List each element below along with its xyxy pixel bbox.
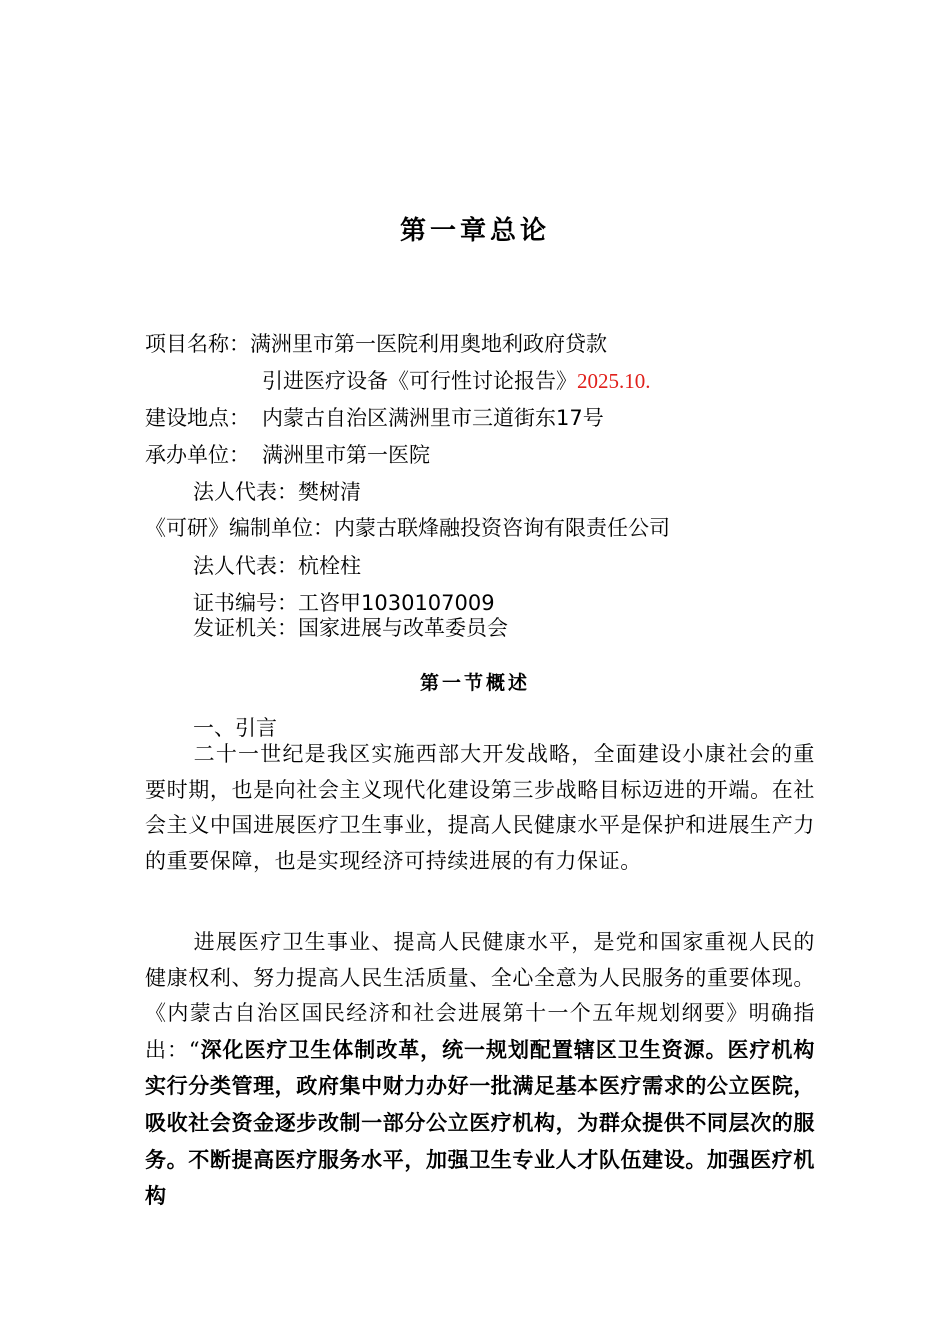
certificate-number: 证书编号：工咨甲1030107009 <box>193 591 495 615</box>
location-row <box>145 408 604 429</box>
legal-rep-1: 法人代表：樊树清 <box>193 480 361 504</box>
paragraph-1-text: 二十一世纪是我区实施西部大开发战略，全面建设小康社会的重要时期，也是向社会主义现代化建设第三步战略目标迈进的开端。在社会主义中国进展医疗卫生事业，提高人民健康水平是保护和进展生产力的重要保障，也是实现经济可持续进展的有力保证。 <box>145 742 815 873</box>
project-name-row <box>145 334 607 355</box>
organizer-value: 满洲里市第一医院 <box>262 443 430 467</box>
project-name-row-2 <box>262 371 651 392</box>
chapter-title: 第一章总论 <box>399 216 550 246</box>
legal-rep-2: 法人代表：杭栓柱 <box>193 554 361 578</box>
project-name-label: 项目名称： <box>145 332 250 356</box>
certificate-issuer: 发证机关：国家进展与改革委员会 <box>193 616 508 640</box>
compiler-label: 《可研》编制单位： <box>145 516 334 540</box>
section-title: 第一节概述 <box>419 672 530 694</box>
compiler-row <box>145 518 670 539</box>
project-date: 2025.10. <box>577 369 651 393</box>
location-value: 内蒙古自治区满洲里市三道街东17号 <box>262 406 604 430</box>
intro-paragraph-2 <box>145 925 815 1215</box>
intro-paragraph-1 <box>145 737 815 879</box>
organizer-label: 承办单位： <box>145 443 250 467</box>
organizer-row <box>145 445 430 466</box>
intro-heading: 一、引言 <box>193 716 277 740</box>
project-name-line2: 引进医疗设备《可行性讨论报告》 <box>262 369 577 393</box>
compiler-value: 内蒙古联烽融投资咨询有限责任公司 <box>334 516 670 540</box>
paragraph-2-quote: 深化医疗卫生体制改革，统一规划配置辖区卫生资源。医疗机构实行分类管理，政府集中财力办好一批满足基本医疗需求的公立医院，吸收社会资金逐步改制一部分公立医疗机构，为群众提供不同层次的服务。不断提高医疗服务水平，加强卫生专业人才队伍建设。加强医疗机构 <box>145 1036 815 1209</box>
paragraph-2-text: 进展医疗卫生事业、提高人民健康水平，是党和国家重视人民的健康权利、努力提高人民生活质量、全心全意为人民服务的重要体现。《内蒙古自治区国民经济和社会进展第十一个五年规划纲要》明确指出：“ <box>145 930 815 1062</box>
location-label: 建设地点： <box>145 406 250 430</box>
project-name-line1: 满洲里市第一医院利用奥地利政府贷款 <box>250 332 607 356</box>
